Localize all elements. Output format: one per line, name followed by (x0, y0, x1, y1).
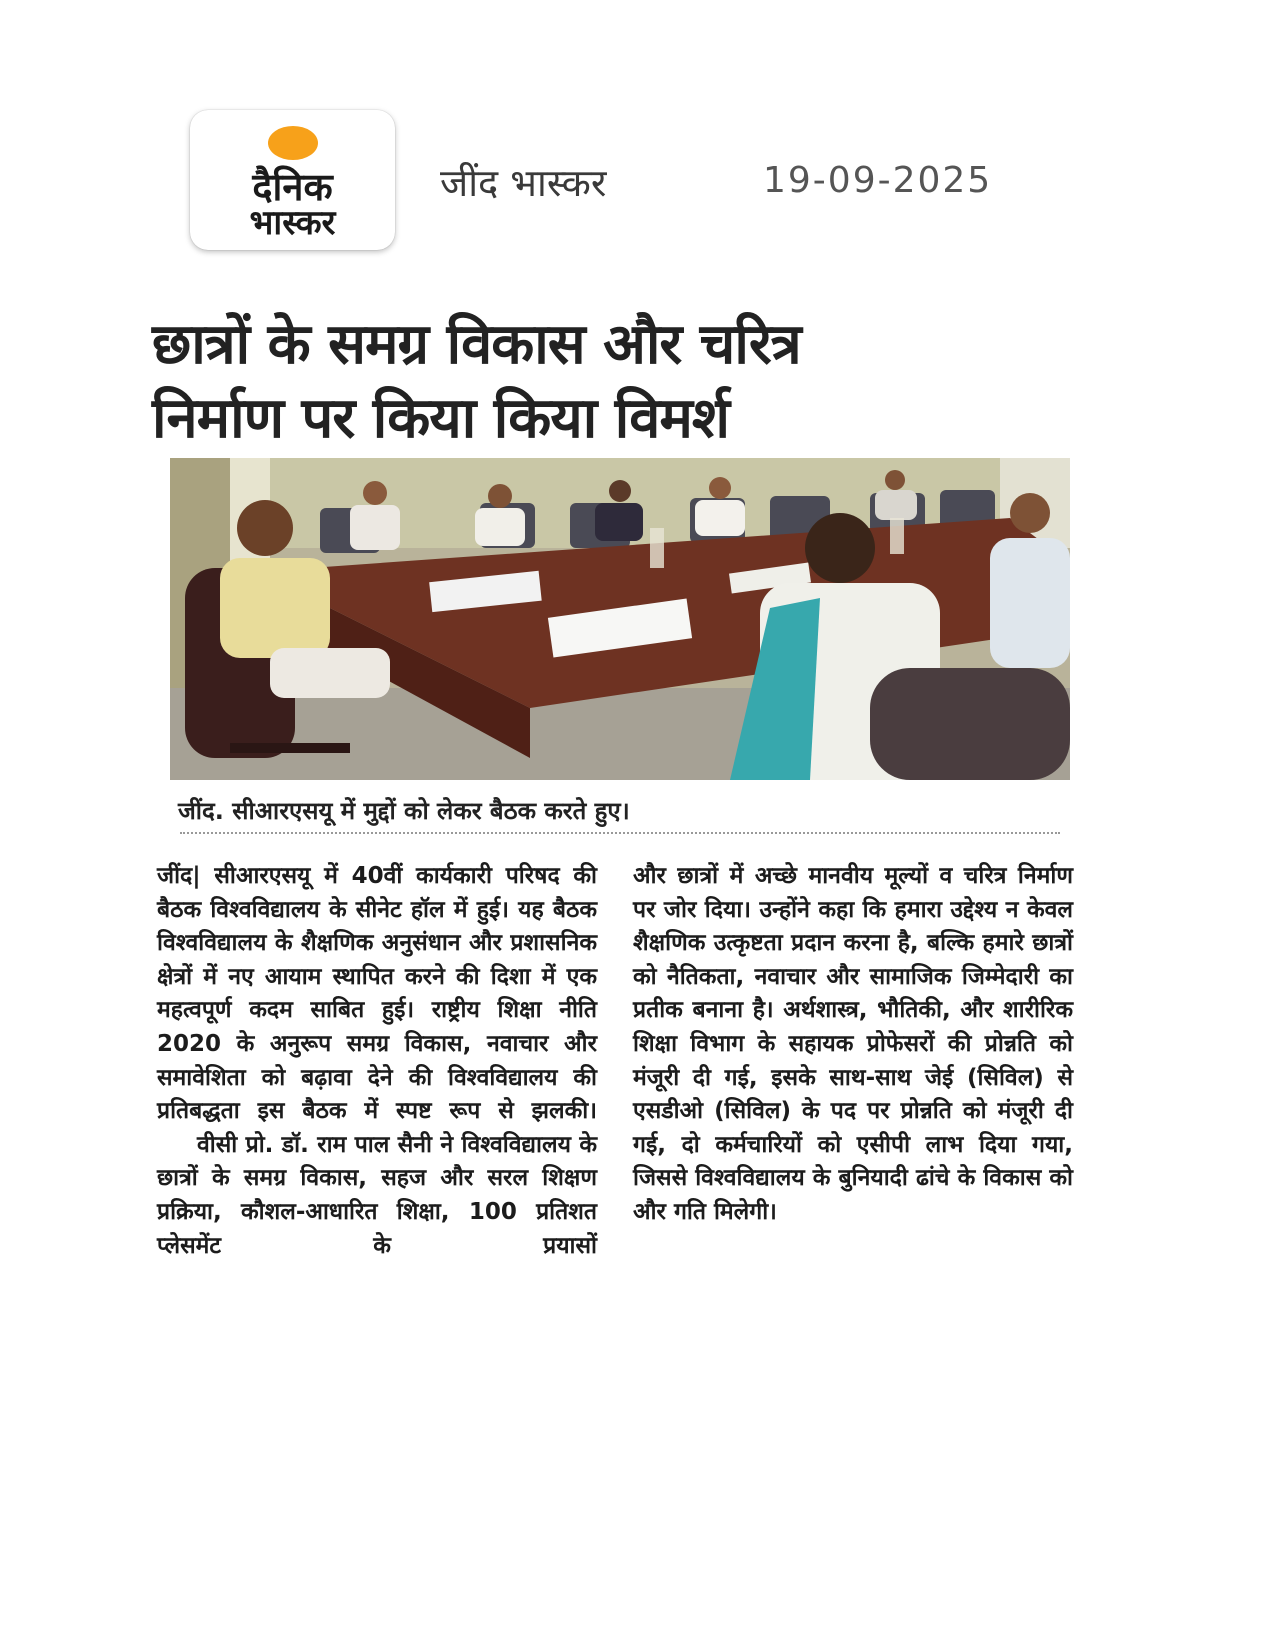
article-column-left (157, 860, 597, 1263)
caption-divider (180, 832, 1060, 834)
article-paragraph: जींद| सीआरएसयू में 40वीं कार्यकारी परिषद की बैठक विश्वविद्यालय के सीनेट हॉल में हुई। यह बैठक विश्वविद्यालय के शैक्षणिक अनुसंधान और प्रशासनिक क्षेत्रों में नए आयाम स्थापित करने की दिशा में एक महत्वपूर्ण कदम साबित हुई। राष्ट्रीय शिक्षा नीति 2020 के अनुरूप समग्र विकास, नवाचार और समावेशिता को बढ़ावा देने की विश्वविद्यालय की प्रतिबद्धता इस बैठक में स्पष्ट रूप से झलकी। (157, 863, 597, 1125)
publication-date: 19-09-2025 (763, 160, 993, 201)
article-paragraph: वीसी प्रो. डॉ. राम पाल सैनी ने विश्वविद्यालय के छात्रों के समग्र विकास, सहज और सरल शिक्षण प्रक्रिया, कौशल-आधारित शिक्षा, 100 प्रतिशत प्लेसमेंट के प्रयासों (157, 1131, 597, 1259)
article-paragraph: और छात्रों में अच्छे मानवीय मूल्यों व चरित्र निर्माण पर जोर दिया। उन्होंने कहा कि हमारा उद्देश्य न केवल शैक्षणिक उत्कृष्टता प्रदान करना है, बल्कि हमारे छात्रों को नैतिकता, नवाचार और सामाजिक जिम्मेदारी का प्रतीक बनाना है। अर्थशास्त्र, भौतिकी, और शारीरिक शिक्षा विभाग के सहायक प्रोफेसरों की प्रोन्नति को मंजूरी दी गई, इसके साथ-साथ जेई (सिविल) से एसडीओ (सिविल) के पद पर प्रोन्नति को मंजूरी दी गई, दो कर्मचारियों को एसीपी लाभ दिया गया, जिससे विश्वविद्यालय के बुनियादी ढांचे के विकास को और गति मिलेगी। (633, 863, 1073, 1225)
edition-name: जींद भास्कर (440, 161, 607, 205)
photo-caption: जींद. सीआरएसयू में मुद्दों को लेकर बैठक करते हुए। (178, 797, 630, 825)
headline-line1: छात्रों के समग्र विकास और चरित्र (152, 312, 801, 377)
sun-icon (268, 126, 318, 160)
logo-text-line2: भास्कर (249, 203, 336, 243)
headline-line2: निर्माण पर किया किया विमर्श (152, 386, 729, 451)
headline (152, 308, 1052, 456)
meeting-photo (170, 458, 1070, 780)
article-column-right (633, 860, 1073, 1230)
logo-text-line1: दैनिक (252, 165, 333, 209)
newspaper-logo (190, 110, 395, 250)
